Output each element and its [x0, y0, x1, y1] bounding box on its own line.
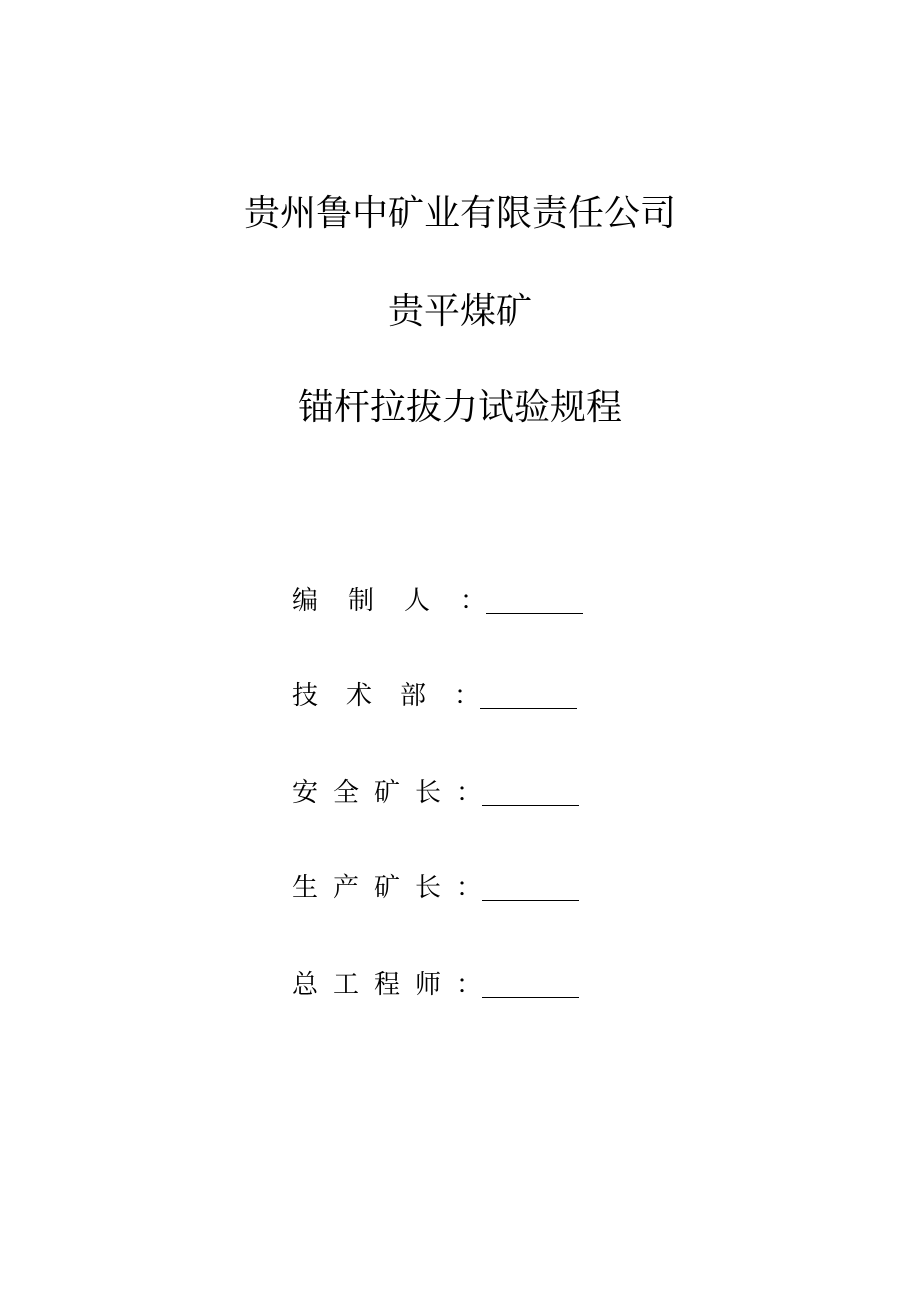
signature-colon: ： — [456, 873, 483, 903]
signature-row-chief-engineer — [292, 968, 579, 1002]
signature-colon: ： — [456, 970, 483, 1000]
signature-blank — [486, 589, 583, 614]
company-title: 贵州鲁中矿业有限责任公司 — [243, 193, 676, 234]
signature-blank — [482, 781, 579, 806]
signature-blank — [482, 973, 579, 998]
signature-blank — [482, 876, 579, 901]
signature-colon: ： — [460, 586, 487, 616]
signature-label: 编制人 — [292, 586, 461, 616]
signature-label: 生产矿长 — [292, 873, 457, 903]
signature-row-technical-dept — [292, 679, 577, 713]
signature-label: 安全矿长 — [292, 778, 457, 808]
signature-row-safety-manager — [292, 776, 579, 810]
signature-colon: ： — [454, 681, 481, 711]
signature-label: 技术部 — [292, 681, 455, 711]
mine-title: 贵平煤矿 — [387, 291, 532, 332]
signature-row-production-manager — [292, 871, 579, 905]
document-title: 锚杆拉拔力试验规程 — [297, 387, 622, 428]
signature-row-compiler — [292, 584, 583, 618]
signature-label: 总工程师 — [292, 970, 457, 1000]
signature-blank — [480, 684, 577, 709]
signature-colon: ： — [456, 778, 483, 808]
